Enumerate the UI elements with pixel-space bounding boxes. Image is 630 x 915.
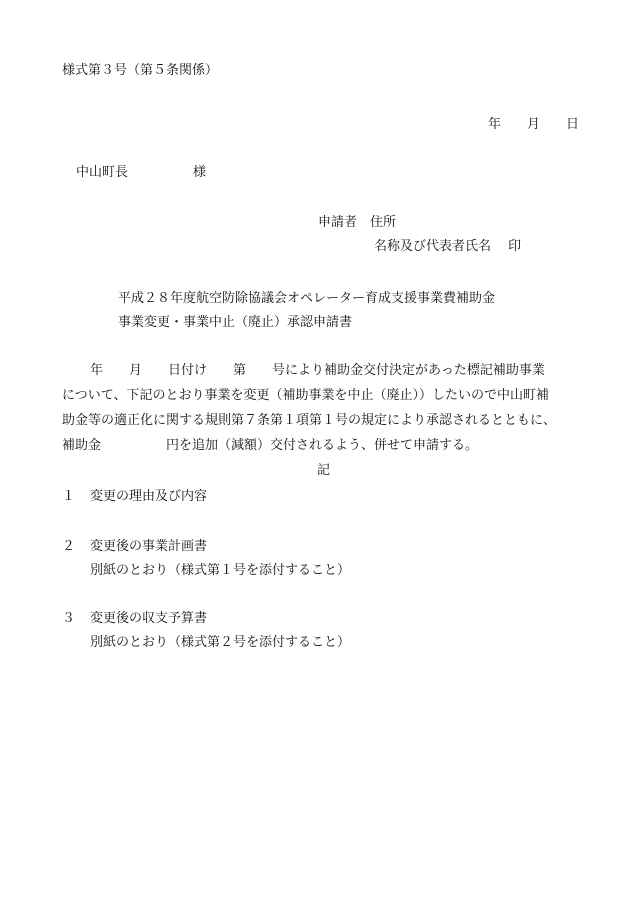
- item-2-detail: 別紙のとおり（様式第１号を添付すること）: [90, 563, 351, 578]
- body-line-4: 補助金 円を追加（減額）交付されるよう、併せて申請する。: [62, 438, 479, 453]
- applicant-name-line: 名称及び代表者氏名 印: [374, 239, 522, 254]
- body-line-1: 年 月 日付け 第 号により補助金交付決定があった標記補助事業: [90, 363, 545, 378]
- applicant-address-line: 申請者 住所: [318, 215, 397, 230]
- item-3-detail: 別紙のとおり（様式第２号を添付すること）: [90, 635, 351, 650]
- document-title-line-2: 事業変更・事業中止（廃止）承認申請書: [118, 315, 353, 330]
- addressee: 中山町長 様: [76, 165, 207, 180]
- date-line: 年 月 日: [488, 117, 580, 132]
- form-label: 様式第３号（第５条関係）: [62, 63, 219, 78]
- document-title-line-1: 平成２８年度航空防除協議会オペレーター育成支援事業費補助金: [118, 291, 496, 306]
- item-1-heading: 変更の理由及び内容: [90, 489, 208, 504]
- item-1-number: １: [62, 489, 76, 504]
- body-line-2: について、下記のとおり事業を変更（補助事業を中止（廃止））したいので中山町補: [62, 388, 549, 403]
- item-2-heading: 変更後の事業計画書: [90, 539, 208, 554]
- ki-heading: 記: [317, 463, 331, 478]
- item-3-heading: 変更後の収支予算書: [90, 611, 208, 626]
- body-line-3: 助金等の適正化に関する規則第７条第１項第１号の規定により承認されるとともに、: [62, 413, 557, 428]
- item-3-number: ３: [62, 611, 76, 626]
- item-2-number: ２: [62, 539, 76, 554]
